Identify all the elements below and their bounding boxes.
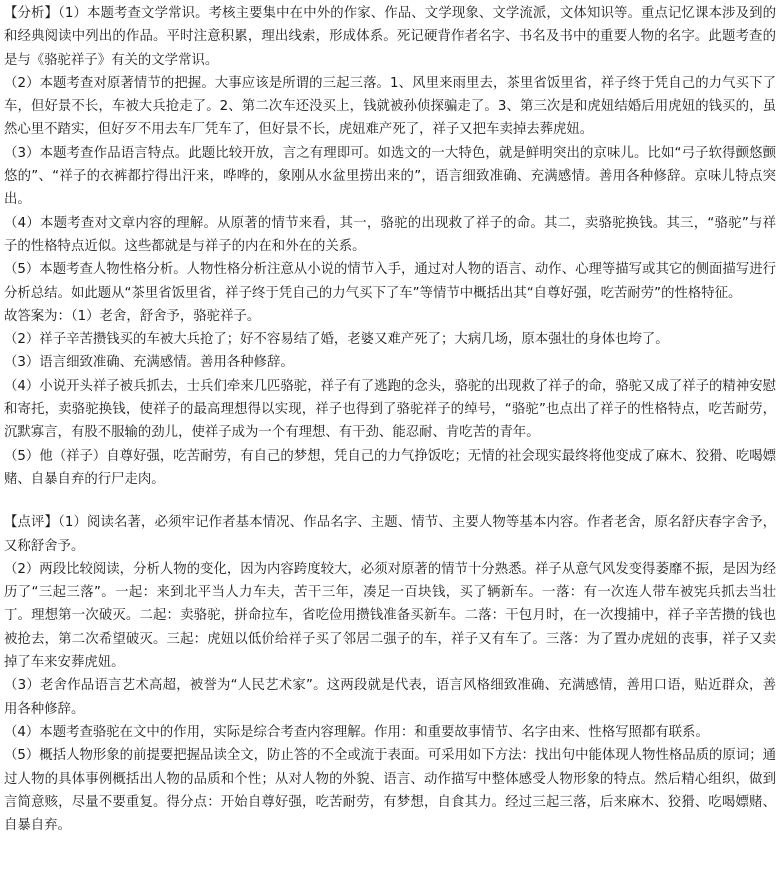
analysis-paragraph-1	[4, 2, 776, 72]
answer-section	[4, 305, 776, 491]
analysis-text-1: （1）本题考查文学常识。考核主要集中在中外的作家、作品、文学现象、文学流派，文体知识等。重点记忆课本涉及到的和经典阅读中列出的作品。平时注意积累，理出线索，形成体系。死记硬背作者名字、书名及书中的重要人物的名字。此题考查的是与《骆驼祥子》有关的文学常识。	[4, 6, 776, 68]
comment-paragraph-4: （4）本题考查骆驼在文中的作用，实际是综合考查内容理解。作用：和重要故事情节、名字由来、性格写照都有联系。	[4, 724, 709, 740]
comment-paragraph-3: （3）老舍作品语言艺术高超，被誉为“人民艺术家”。这两段就是代表，语言风格细致准确、充满感情，善用口语，贴近群众，善用各种修辞。	[4, 678, 776, 717]
comment-paragraph-1	[4, 511, 776, 558]
answer-line-5: （5）他（祥子）自尊好强，吃苦耐劳，有自己的梦想，凭自己的力气挣饭吃；无情的社会现实最终将他变成了麻木、狡猾、吃喝嫖赌、自暴自弃的行尸走肉。	[4, 448, 776, 487]
answer-line-3: （3）语言细致准确、充满感情。善用各种修辞。	[4, 355, 294, 371]
comment-section	[4, 511, 776, 837]
analysis-paragraph-3: （3）本题考查作品语言特点。此题比较开放，言之有理即可。如选文的一大特色，就是鲜明突出的京味儿。比如“弓子软得颤悠颤悠的”、“祥子的衣裤都拧得出汗来，哗哗的，象刚从水盆里捞出来的”，语言细致准确、充满感情。善用各种修辞。京味儿特点突出。	[4, 145, 776, 208]
comment-paragraph-5: （5）概括人物形象的前提要把握品读全文，防止答的不全或流于表面。可采用如下方法：找出句中能体现人物性格品质的原词；通过人物的具体事例概括出人物的品质和个性；从对人物的外貌、语言、动作描写中整体感受人物形象的特点。然后精心组织，做到言简意赅，尽量不要重复。得分点：开始自尊好强，吃苦耐劳，有梦想，自食其力。经过三起三落，后来麻木、狡猾、吃喝嫖赌、自暴自弃。	[4, 748, 776, 834]
comment-header: 【点评】	[4, 515, 59, 531]
comment-paragraph-2: （2）两段比较阅读，分析人物的变化，因为内容跨度较大，必须对原著的情节十分熟悉。祥子从意气风发变得萎靡不振，是因为经历了“三起三落”。一起：来到北平当人力车夫，苦干三年，凑足一百块钱，买了辆新车。一落：有一次连人带车被宪兵抓去当壮丁。理想第一次破灭。二起：卖骆驼，拼命拉车，省吃俭用攒钱准备买新车。二落：干包月时，在一次搜捕中，祥子辛苦攒的钱也被抢去，第二次希望破灭。三起：虎妞以低价给祥子买了邻居二强子的车，祥子又有车了。三落：为了置办虎妞的丧事，祥子又卖掉了车来安葬虎妞。	[4, 561, 776, 671]
comment-text-1: （1）阅读名著，必须牢记作者基本情况、作品名字、主题、情节、主要人物等基本内容。作者老舍，原名舒庆春字舍予，又称舒舍予。	[4, 515, 776, 554]
analysis-paragraph-4: （4）本题考查对文章内容的理解。从原著的情节来看，其一，骆驼的出现救了祥子的命。其二，卖骆驼换钱。其三，“骆驼”与祥子的性格特点近似。这些都就是与祥子的内在和外在的关系。	[4, 215, 776, 254]
analysis-paragraph-2: （2）本题考查对原著情节的把握。大事应该是所谓的三起三落。1、风里来雨里去，茶里省饭里省，祥子终于凭自己的力气买下了车，但好景不长，车被大兵抢走了。2、第二次车还没买上，钱就被孙侦探骗走了。3、第三次是和虎妞结婚后用虎妞的钱买的，虽然心里不踏实，但好歹不用去车厂凭车了，但好景不长，虎妞难产死了，祥子又把车卖掉去葬虎妞。	[4, 75, 776, 138]
section-gap	[4, 491, 776, 511]
analysis-section	[4, 2, 776, 305]
analysis-paragraph-5: （5）本题考查人物性格分析。人物性格分析注意从小说的情节入手，通过对人物的语言、动作、心理等描写或其它的侧面描写进行分析总结。如此题从“茶里省饭里省，祥子终于凭自己的力气买下了车”等情节中概括出其“自尊好强，吃苦耐劳”的性格特征。	[4, 262, 776, 301]
answer-line-4: （4）小说开头祥子被兵抓去，士兵们牵来几匹骆驼，祥子有了逃跑的念头，骆驼的出现救了祥子的命，骆驼又成了祥子的精神安慰和寄托，卖骆驼换钱，使祥子的最高理想得以实现，祥子也得到了骆驼祥子的绰号，“骆驼”也点出了祥子的性格特点，吃苦耐劳，沉默寡言，有股不服输的劲儿，使祥子成为一个有理想、有干劲、能忍耐、肯吃苦的青年。	[4, 378, 776, 441]
analysis-header: 【分析】	[4, 6, 59, 21]
answer-line-2: （2）祥子辛苦攒钱买的车被大兵抢了；好不容易结了婚，老婆又难产死了；大病几场，原本强壮的身体也垮了。	[4, 332, 669, 348]
answer-line-1: 故答案为：（1）老舍，舒舍予，骆驼祥子。	[4, 308, 261, 324]
